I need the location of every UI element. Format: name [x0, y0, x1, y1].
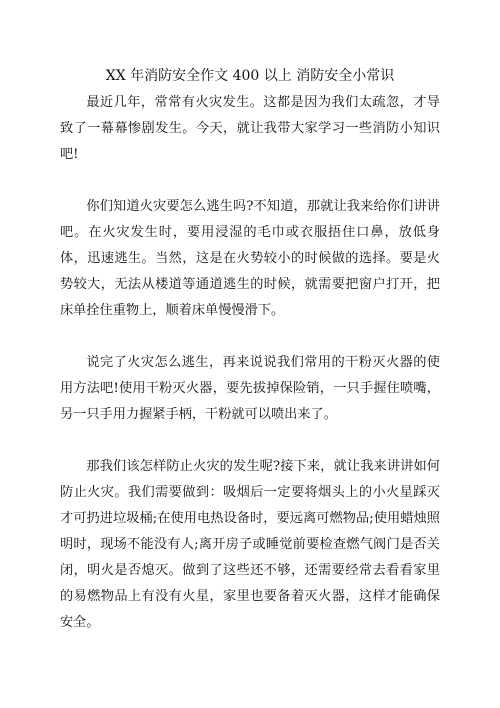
document-body: [60, 90, 440, 636]
paragraph-escape: 你们知道火灾要怎么逃生吗?不知道，那就让我来给你们讲讲吧。在火灾发生时，要用浸湿的毛巾或衣服捂住口鼻，放低身体，迅速逃生。当然，这是在火势较小的时候做的选择。要是火势较大，无法从楼道等通道逃生的时候，就需要把窗户打开，把床单拴住重物上，顺着床单慢慢滑下。: [60, 199, 440, 318]
paragraph-prevention: 那我们该怎样防止火灾的发生呢?接下来，就让我来讲讲如何防止火灾。我们需要做到：吸烟后一定要将烟头上的小火星踩灭才可扔进垃圾桶;在使用电热设备时，要远离可燃物品;使用蜡烛照明时，现场不能没有人;离开房子或睡觉前要检查燃气阀门是否关闭，明火是否熄灭。做到了这些还不够，还需要经常去看看家里的易燃物品上有没有火星，家里也要备着灭火器，这样才能确保安全。: [60, 459, 440, 630]
paragraph-extinguisher: 说完了火灾怎么逃生，再来说说我们常用的干粉灭火器的使用方法吧!使用干粉灭火器，要先拔掉保险销，一只手握住喷嘴，另一只手用力握紧手柄，干粉就可以喷出来了。: [60, 355, 440, 422]
document-title: XX 年消防安全作文 400 以上 消防安全小常识: [105, 68, 395, 84]
paragraph-intro: 最近几年，常常有火灾发生。这都是因为我们太疏忽，才导致了一幕幕惨剧发生。今天，就让我带大家学习一些消防小知识吧!: [60, 95, 440, 162]
